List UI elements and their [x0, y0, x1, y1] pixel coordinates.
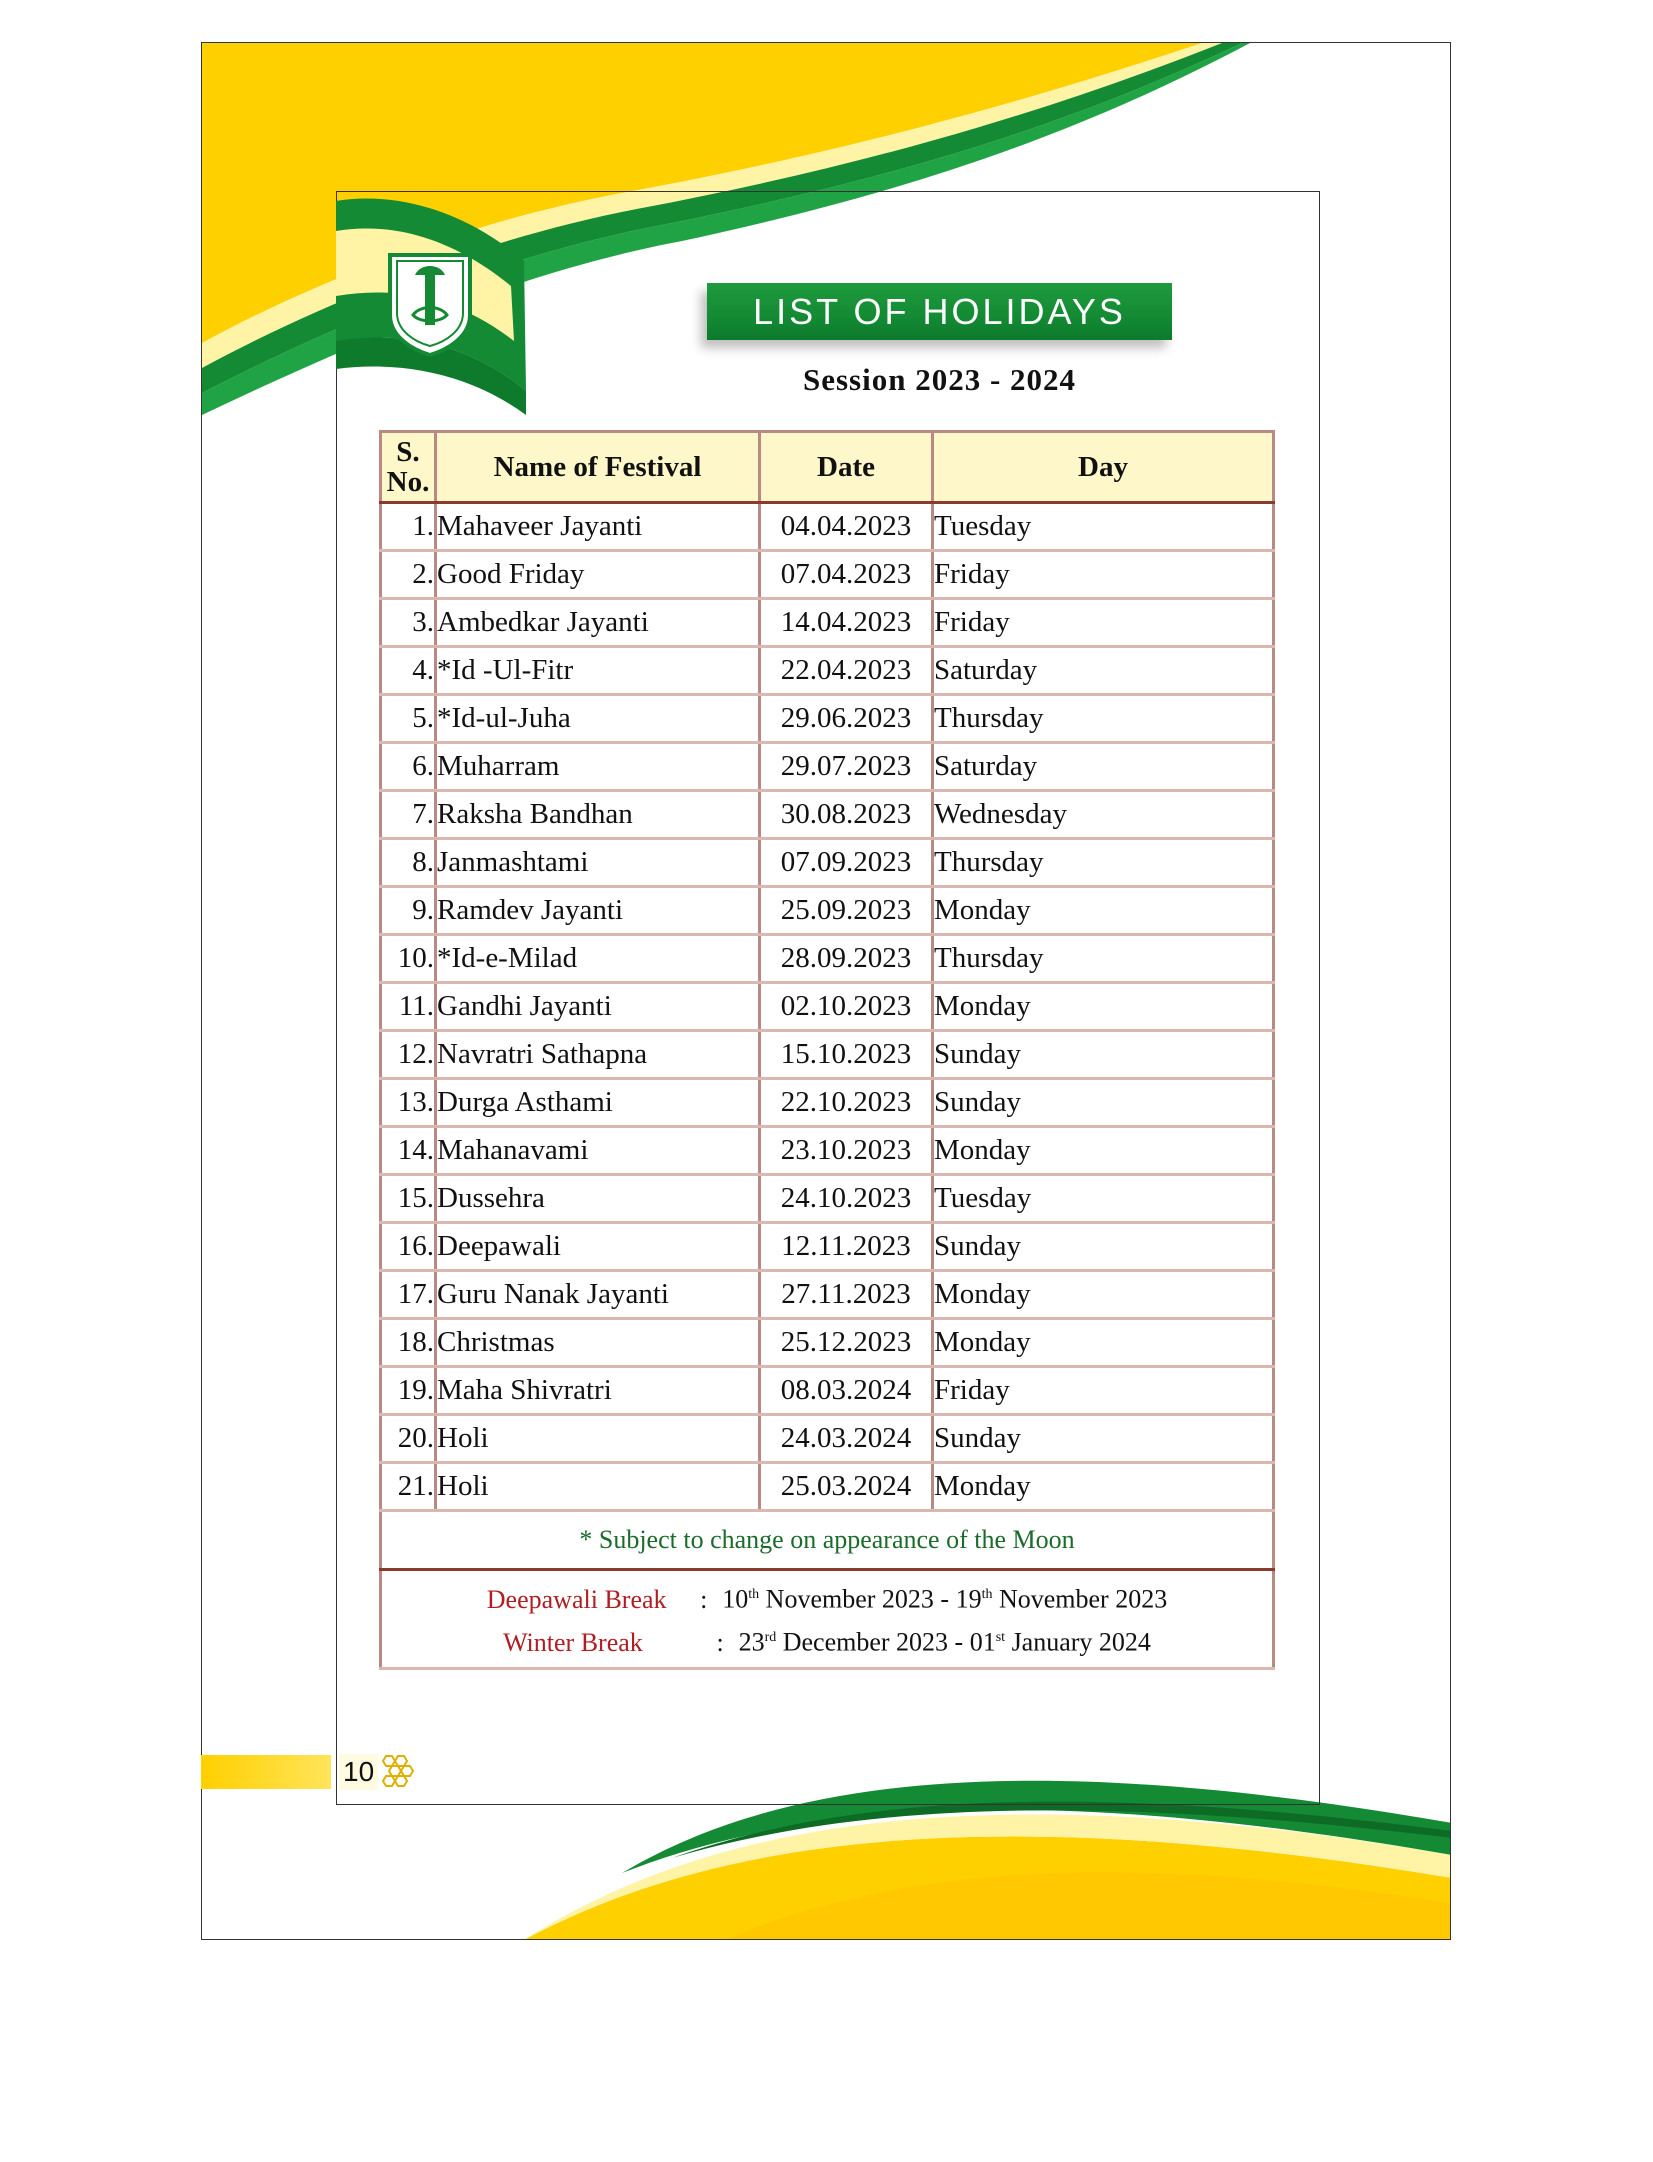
cell-name: Deepawali — [436, 1223, 760, 1271]
school-crest-icon — [385, 245, 475, 357]
break-label: Winter Break — [503, 1627, 643, 1657]
cell-day: Saturday — [933, 647, 1274, 695]
column-header-name: Name of Festival — [436, 432, 760, 503]
cell-day: Friday — [933, 599, 1274, 647]
cell-day: Tuesday — [933, 1175, 1274, 1223]
cell-name: Gandhi Jayanti — [436, 983, 760, 1031]
table-row — [381, 1463, 1274, 1511]
cell-name: Janmashtami — [436, 839, 760, 887]
cell-name: Mahaveer Jayanti — [436, 503, 760, 551]
table-row — [381, 647, 1274, 695]
cell-date: 24.03.2024 — [760, 1415, 933, 1463]
cell-day: Friday — [933, 551, 1274, 599]
cell-sno: 16. — [381, 1223, 436, 1271]
cell-day: Monday — [933, 1319, 1274, 1367]
table-row — [381, 1415, 1274, 1463]
cell-date: 25.09.2023 — [760, 887, 933, 935]
moon-note-row — [381, 1511, 1274, 1570]
cell-name: Holi — [436, 1463, 760, 1511]
table-row — [381, 599, 1274, 647]
cell-day: Sunday — [933, 1031, 1274, 1079]
session-subtitle: Session 2023 - 2024 — [802, 362, 1077, 397]
cell-name: Navratri Sathapna — [436, 1031, 760, 1079]
cell-date: 29.06.2023 — [760, 695, 933, 743]
table-row — [381, 551, 1274, 599]
page-number-strip — [201, 1755, 331, 1789]
holiday-table-body — [381, 503, 1274, 1511]
cell-name: Guru Nanak Jayanti — [436, 1271, 760, 1319]
cell-name: Maha Shivratri — [436, 1367, 760, 1415]
cell-sno: 15. — [381, 1175, 436, 1223]
table-row — [381, 935, 1274, 983]
cell-name: Christmas — [436, 1319, 760, 1367]
cell-sno: 4. — [381, 647, 436, 695]
cell-sno: 17. — [381, 1271, 436, 1319]
cell-sno: 13. — [381, 1079, 436, 1127]
cell-day: Thursday — [933, 839, 1274, 887]
cell-sno: 8. — [381, 839, 436, 887]
cell-day: Saturday — [933, 743, 1274, 791]
table-row — [381, 1175, 1274, 1223]
cell-sno: 21. — [381, 1463, 436, 1511]
cell-day: Thursday — [933, 935, 1274, 983]
cell-date: 14.04.2023 — [760, 599, 933, 647]
cell-day: Monday — [933, 983, 1274, 1031]
cell-name: *Id-e-Milad — [436, 935, 760, 983]
cell-day: Monday — [933, 1127, 1274, 1175]
column-header-date: Date — [760, 432, 933, 503]
table-header-row — [381, 432, 1274, 503]
cell-name: *Id -Ul-Fitr — [436, 647, 760, 695]
cell-sno: 6. — [381, 743, 436, 791]
cell-sno: 10. — [381, 935, 436, 983]
cell-name: Muharram — [436, 743, 760, 791]
table-row — [381, 839, 1274, 887]
cell-name: Ramdev Jayanti — [436, 887, 760, 935]
cell-name: *Id-ul-Juha — [436, 695, 760, 743]
cell-day: Monday — [933, 1463, 1274, 1511]
cell-date: 25.03.2024 — [760, 1463, 933, 1511]
table-row — [381, 695, 1274, 743]
cell-name: Ambedkar Jayanti — [436, 599, 760, 647]
holiday-table — [379, 430, 1275, 1670]
cell-day: Wednesday — [933, 791, 1274, 839]
cell-day: Monday — [933, 1271, 1274, 1319]
cell-sno: 3. — [381, 599, 436, 647]
column-header-day: Day — [933, 432, 1274, 503]
column-header-sno: S. No. — [381, 432, 436, 503]
cell-name: Holi — [436, 1415, 760, 1463]
cell-sno: 11. — [381, 983, 436, 1031]
cell-date: 02.10.2023 — [760, 983, 933, 1031]
cell-sno: 2. — [381, 551, 436, 599]
table-row — [381, 503, 1274, 551]
cell-sno: 14. — [381, 1127, 436, 1175]
cell-date: 25.12.2023 — [760, 1319, 933, 1367]
cell-date: 29.07.2023 — [760, 743, 933, 791]
table-row — [381, 1079, 1274, 1127]
cell-date: 07.04.2023 — [760, 551, 933, 599]
table-row — [381, 1223, 1274, 1271]
page-number: 10 — [339, 1754, 378, 1790]
honeycomb-icon — [378, 1754, 418, 1790]
cell-day: Sunday — [933, 1415, 1274, 1463]
cell-name: Durga Asthami — [436, 1079, 760, 1127]
table-row — [381, 1367, 1274, 1415]
table-row — [381, 1031, 1274, 1079]
table-row — [381, 1319, 1274, 1367]
cell-date: 22.10.2023 — [760, 1079, 933, 1127]
cell-sno: 9. — [381, 887, 436, 935]
cell-date: 30.08.2023 — [760, 791, 933, 839]
cell-day: Tuesday — [933, 503, 1274, 551]
cell-sno: 7. — [381, 791, 436, 839]
page-title: LIST OF HOLIDAYS — [707, 283, 1172, 340]
table-row — [381, 743, 1274, 791]
cell-sno: 20. — [381, 1415, 436, 1463]
table-row — [381, 887, 1274, 935]
cell-date: 15.10.2023 — [760, 1031, 933, 1079]
break-label: Deepawali Break — [486, 1585, 667, 1614]
table-row — [381, 1127, 1274, 1175]
cell-name: Good Friday — [436, 551, 760, 599]
cell-date: 08.03.2024 — [760, 1367, 933, 1415]
cell-sno: 19. — [381, 1367, 436, 1415]
cell-day: Sunday — [933, 1223, 1274, 1271]
cell-day: Monday — [933, 887, 1274, 935]
breaks-row — [381, 1570, 1274, 1669]
cell-day: Thursday — [933, 695, 1274, 743]
cell-date: 22.04.2023 — [760, 647, 933, 695]
break-line-deepawali: Deepawali Break : 10th November 2023 - 19th November 2023 — [382, 1576, 1272, 1619]
moon-note: * Subject to change on appearance of the Moon — [381, 1511, 1274, 1570]
cell-sno: 5. — [381, 695, 436, 743]
cell-date: 04.04.2023 — [760, 503, 933, 551]
cell-date: 24.10.2023 — [760, 1175, 933, 1223]
cell-date: 27.11.2023 — [760, 1271, 933, 1319]
cell-name: Raksha Bandhan — [436, 791, 760, 839]
cell-name: Dussehra — [436, 1175, 760, 1223]
cell-date: 28.09.2023 — [760, 935, 933, 983]
cell-date: 07.09.2023 — [760, 839, 933, 887]
cell-day: Friday — [933, 1367, 1274, 1415]
table-row — [381, 1271, 1274, 1319]
cell-sno: 18. — [381, 1319, 436, 1367]
break-line-winter: Winter Break : 23rd December 2023 - 01st January 2024 — [382, 1619, 1272, 1662]
cell-day: Sunday — [933, 1079, 1274, 1127]
table-row — [381, 791, 1274, 839]
table-row — [381, 983, 1274, 1031]
cell-date: 12.11.2023 — [760, 1223, 933, 1271]
cell-sno: 12. — [381, 1031, 436, 1079]
cell-name: Mahanavami — [436, 1127, 760, 1175]
cell-sno: 1. — [381, 503, 436, 551]
cell-date: 23.10.2023 — [760, 1127, 933, 1175]
